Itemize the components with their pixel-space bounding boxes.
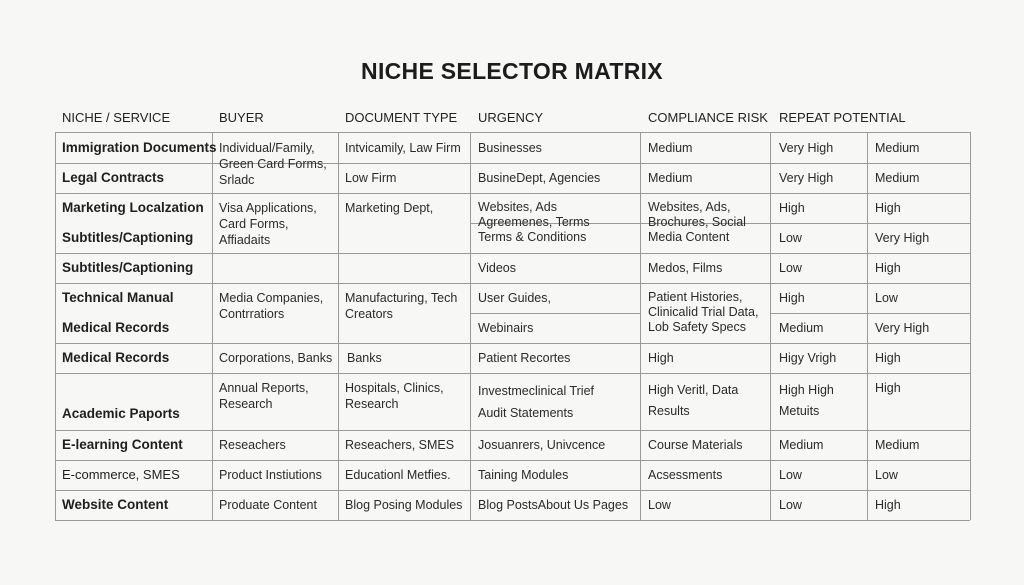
header-buyer: BUYER [219, 110, 264, 125]
cell-document-type: Marketing Dept, [345, 201, 434, 215]
cell-urgency: Blog PostsAbout Us Pages [478, 498, 629, 512]
cell-document-type: Low Firm [345, 171, 397, 185]
grid-line [55, 253, 970, 254]
grid-line [867, 132, 868, 520]
cell-urgency: Websites, Ads Agreemenes, Terms Terms & Conditions [478, 200, 590, 244]
cell-repeat-potential: Medium [779, 438, 824, 452]
grid-line [640, 132, 641, 520]
cell-niche: Website Content [62, 497, 169, 512]
cell-extra: Low [875, 468, 898, 482]
cell-extra: High [875, 498, 901, 512]
cell-urgency: Investmeclinical Trief Audit Statements [478, 384, 595, 420]
cell-extra: Very High [875, 321, 930, 335]
header-urgency: URGENCY [478, 110, 544, 125]
cell-extra: Low [875, 291, 898, 305]
grid-line [55, 460, 970, 461]
cell-urgency: Webinairs [478, 321, 534, 335]
cell-compliance-risk: Patient Histories, Clinicalid Trial Data, Lob Safety Specs [648, 290, 759, 334]
cell-niche: Technical Manual [62, 290, 174, 305]
grid-line [55, 343, 970, 344]
cell-repeat-potential: Very High [779, 141, 834, 155]
cell-niche: Marketing Localzation [62, 200, 204, 215]
cell-urgency: Videos [478, 261, 516, 275]
cell-document-type: Blog Posing Modules [345, 498, 463, 512]
cell-repeat-potential: Higy Vrigh [779, 351, 837, 365]
cell-urgency: BusineDept, Agencies [478, 171, 601, 185]
cell-buyer: Produate Content [219, 498, 317, 512]
cell-niche: Subtitles/Captioning [62, 230, 194, 245]
cell-compliance-risk: Course Materials [648, 438, 743, 452]
cell-compliance-risk: High Veritl, Data Results [648, 383, 739, 418]
cell-compliance-risk: Medium [648, 171, 693, 185]
cell-urgency: User Guides, [478, 291, 551, 305]
cell-repeat-potential: Very High [779, 171, 834, 185]
cell-niche: E-learning Content [62, 437, 183, 452]
header-niche: NICHE / SERVICE [62, 110, 171, 125]
grid-line [55, 520, 970, 521]
cell-buyer: Individual/Family, Green Card Forms, Srladc [219, 141, 327, 187]
grid-line [55, 373, 970, 374]
cell-repeat-potential: Low [779, 498, 802, 512]
page-title: NICHE SELECTOR MATRIX [361, 58, 663, 84]
cell-extra: Medium [875, 141, 920, 155]
cell-compliance-risk: Websites, Ads, Brochures, Social Media Content [648, 200, 746, 244]
cell-repeat-potential: Low [779, 468, 802, 482]
cell-buyer: Media Companies, Contrratiors [219, 291, 324, 321]
header-compliance-risk: COMPLIANCE RISK [648, 110, 768, 125]
cell-urgency: Businesses [478, 141, 542, 155]
cell-niche: Legal Contracts [62, 170, 165, 185]
grid-line [55, 132, 56, 520]
grid-line [55, 132, 970, 133]
cell-buyer: Product Instiutions [219, 468, 322, 482]
grid-line [470, 313, 640, 314]
grid-line [55, 193, 970, 194]
grid-line [55, 283, 970, 284]
cell-niche: Medical Records [62, 320, 170, 335]
cell-buyer: Annual Reports, Research [219, 381, 309, 411]
cell-urgency: Patient Recortes [478, 351, 571, 365]
grid-line [770, 313, 970, 314]
cell-repeat-potential: High [779, 291, 805, 305]
cell-document-type: Banks [347, 351, 382, 365]
header-document-type: DOCUMENT TYPE [345, 110, 458, 125]
cell-extra: High [875, 261, 901, 275]
cell-urgency: Taining Modules [478, 468, 569, 482]
cell-document-type: Educationl Metfies. [345, 468, 451, 482]
cell-repeat-potential: Low [779, 231, 802, 245]
cell-compliance-risk: Acsessments [648, 468, 723, 482]
cell-buyer: Corporations, Banks [219, 351, 333, 365]
grid-line [55, 490, 970, 491]
cell-document-type: Reseachers, SMES [345, 438, 455, 452]
grid-line [55, 163, 970, 164]
grid-line [338, 132, 339, 520]
grid-line [55, 430, 970, 431]
cell-extra: Medium [875, 438, 920, 452]
cell-repeat-potential: Medium [779, 321, 824, 335]
grid-line [470, 132, 471, 520]
cell-buyer: Reseachers [219, 438, 286, 452]
cell-compliance-risk: Medos, Films [648, 261, 723, 275]
cell-urgency: Josuanrers, Univcence [478, 438, 606, 452]
cell-compliance-risk: Low [648, 498, 671, 512]
cell-extra: Medium [875, 171, 920, 185]
cell-niche: Subtitles/Captioning [62, 260, 194, 275]
cell-compliance-risk: Medium [648, 141, 693, 155]
grid-line [970, 132, 971, 520]
cell-extra: Very High [875, 231, 930, 245]
grid-line [770, 132, 771, 520]
cell-repeat-potential: High High Metuits [779, 383, 834, 418]
cell-document-type: Manufacturing, Tech Creators [345, 291, 458, 321]
cell-buyer: Visa Applications, Card Forms, Affiadaits [219, 201, 317, 247]
cell-niche: Medical Records [62, 350, 170, 365]
cell-niche: E-commerce, SMES [62, 467, 180, 482]
cell-document-type: Intvicamily, Law Firm [345, 141, 461, 155]
cell-compliance-risk: High [648, 351, 674, 365]
cell-niche: Academic Paports [62, 406, 180, 421]
cell-repeat-potential: High [779, 201, 805, 215]
cell-document-type: Hospitals, Clinics, Research [345, 381, 444, 411]
cell-repeat-potential: Low [779, 261, 802, 275]
cell-niche: Immigration Documents [62, 140, 217, 155]
header-repeat-potential: REPEAT POTENTIAL [779, 110, 906, 125]
cell-extra: High [875, 201, 901, 215]
grid-line [212, 132, 213, 520]
cell-extra: High [875, 381, 901, 395]
cell-extra: High [875, 351, 901, 365]
